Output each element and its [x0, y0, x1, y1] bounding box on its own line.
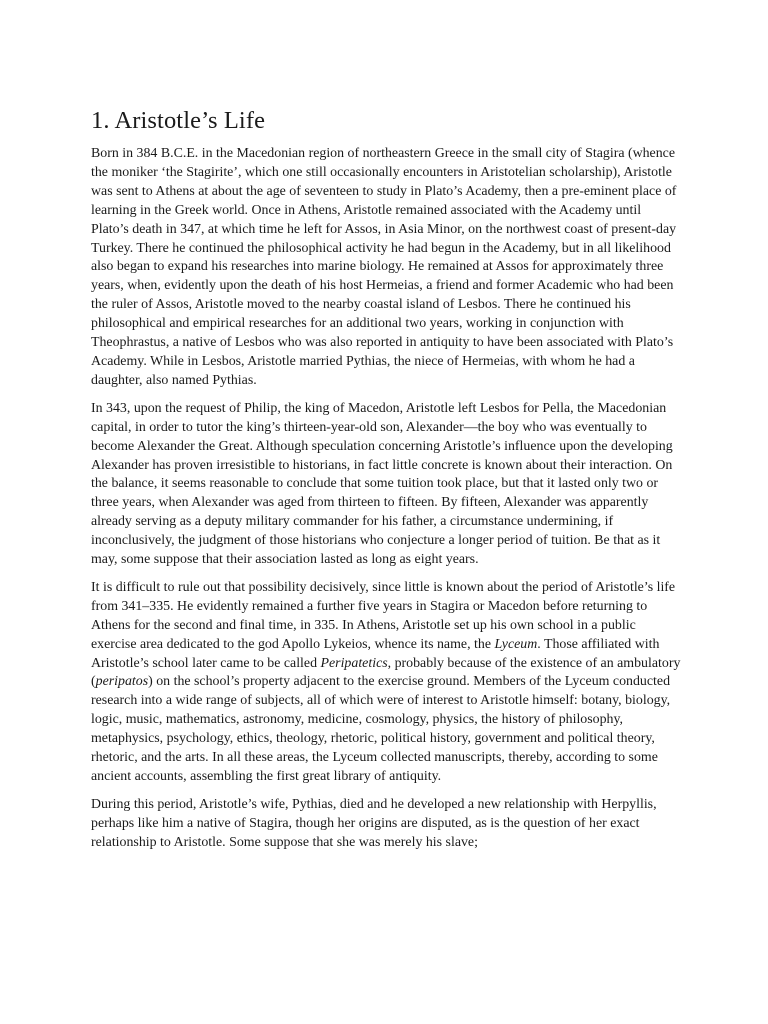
paragraph-3-text-b: . Those affiliated with Aristotle’s school later came to be called [91, 636, 660, 671]
document-body [91, 104, 681, 862]
paragraph-2: In 343, upon the request of Philip, the king of Macedon, Aristotle left Lesbos for Pella, the Macedonian capital, in order to tutor the king’s thirteen-year-old son, Alexander—the boy who was eventually to become Alexander the Great. Although speculation concerning Aristotle’s influence upon the developing Alexander has proven irresistible to historians, in fact little concrete is known about their interaction. On the balance, it seems reasonable to conclude that some tuition took place, but that it lasted only two or three years, when Alexander was aged from thirteen to fifteen. By fifteen, Alexander was apparently already serving as a deputy military commander for his father, a circumstance undermining, if inconclusively, the judgment of those historians who conjecture a longer period of tuition. Be that as it may, some suppose that their association lasted as long as eight years. [91, 400, 673, 568]
paragraph-3-text-d: ) on the school’s property adjacent to the exercise ground. Members of the Lyceum conducted research into a wide range of subjects, all of which were of interest to Aristotle himself: botany, biology, logic, music, mathematics, astronomy, medicine, cosmology, physics, the history of philosophy, metaphysics, psychology, ethics, theology, rhetoric, political history, government and political theory, rhetoric, and the arts. In all these areas, the Lyceum collected manuscripts, thereby, according to some ancient accounts, assembling the first great library of antiquity. [91, 674, 671, 784]
section-heading: 1. Aristotle’s Life [91, 107, 266, 134]
paragraph-4: During this period, Aristotle’s wife, Pythias, died and he developed a new relationship with Herpyllis, perhaps like him a native of Stagira, though her origins are disputed, as is the question of her exact relationship to Aristotle. Some suppose that she was merely his slave; [91, 796, 657, 850]
paragraph-3-text-c: , probably because of the existence of an ambulatory ( [91, 655, 681, 690]
term-lyceum: Lyceum [494, 636, 538, 652]
paragraph-3-text-a: It is difficult to rule out that possibility decisively, since little is known about the period of Aristotle’s life from 341–335. He evidently remained a further five years in Stagira or Macedon before returning to Athens for the second and final time, in 335. In Athens, Aristotle set up his own school in a public exercise area dedicated to the god Apollo Lykeios, whence its name, the [91, 579, 676, 652]
paragraph-1: Born in 384 B.C.E. in the Macedonian region of northeastern Greece in the small city of Stagira (whence the moniker ‘the Stagirite’, which one still occasionally encounters in Aristotelian scholarship), Aristotle was sent to Athens at about the age of seventeen to study in Plato’s Academy, then a pre-eminent place of learning in the Greek world. Once in Athens, Aristotle remained associated with the Academy until Plato’s death in 347, at which time he left for Assos, in Asia Minor, on the northwest coast of present-day Turkey. There he continued the philosophical activity he had begun in the Academy, but in all likelihood also began to expand his researches into marine biology. He remained at Assos for approximately three years, when, evidently upon the death of his host Hermeias, a friend and former Academic who had been the ruler of Assos, Aristotle moved to the nearby coastal island of Lesbos. There he continued his philosophical and empirical researches for an additional two years, working in conjunction with Theophrastus, a native of Lesbos who was also reported in antiquity to have been associated with Plato’s Academy. While in Lesbos, Aristotle married Pythias, the niece of Hermeias, with whom he had a daughter, also named Pythias. [91, 146, 677, 388]
paragraph-3 [91, 579, 681, 787]
term-peripatos: peripatos [95, 674, 149, 690]
term-peripatetics: Peripatetics [320, 655, 388, 671]
